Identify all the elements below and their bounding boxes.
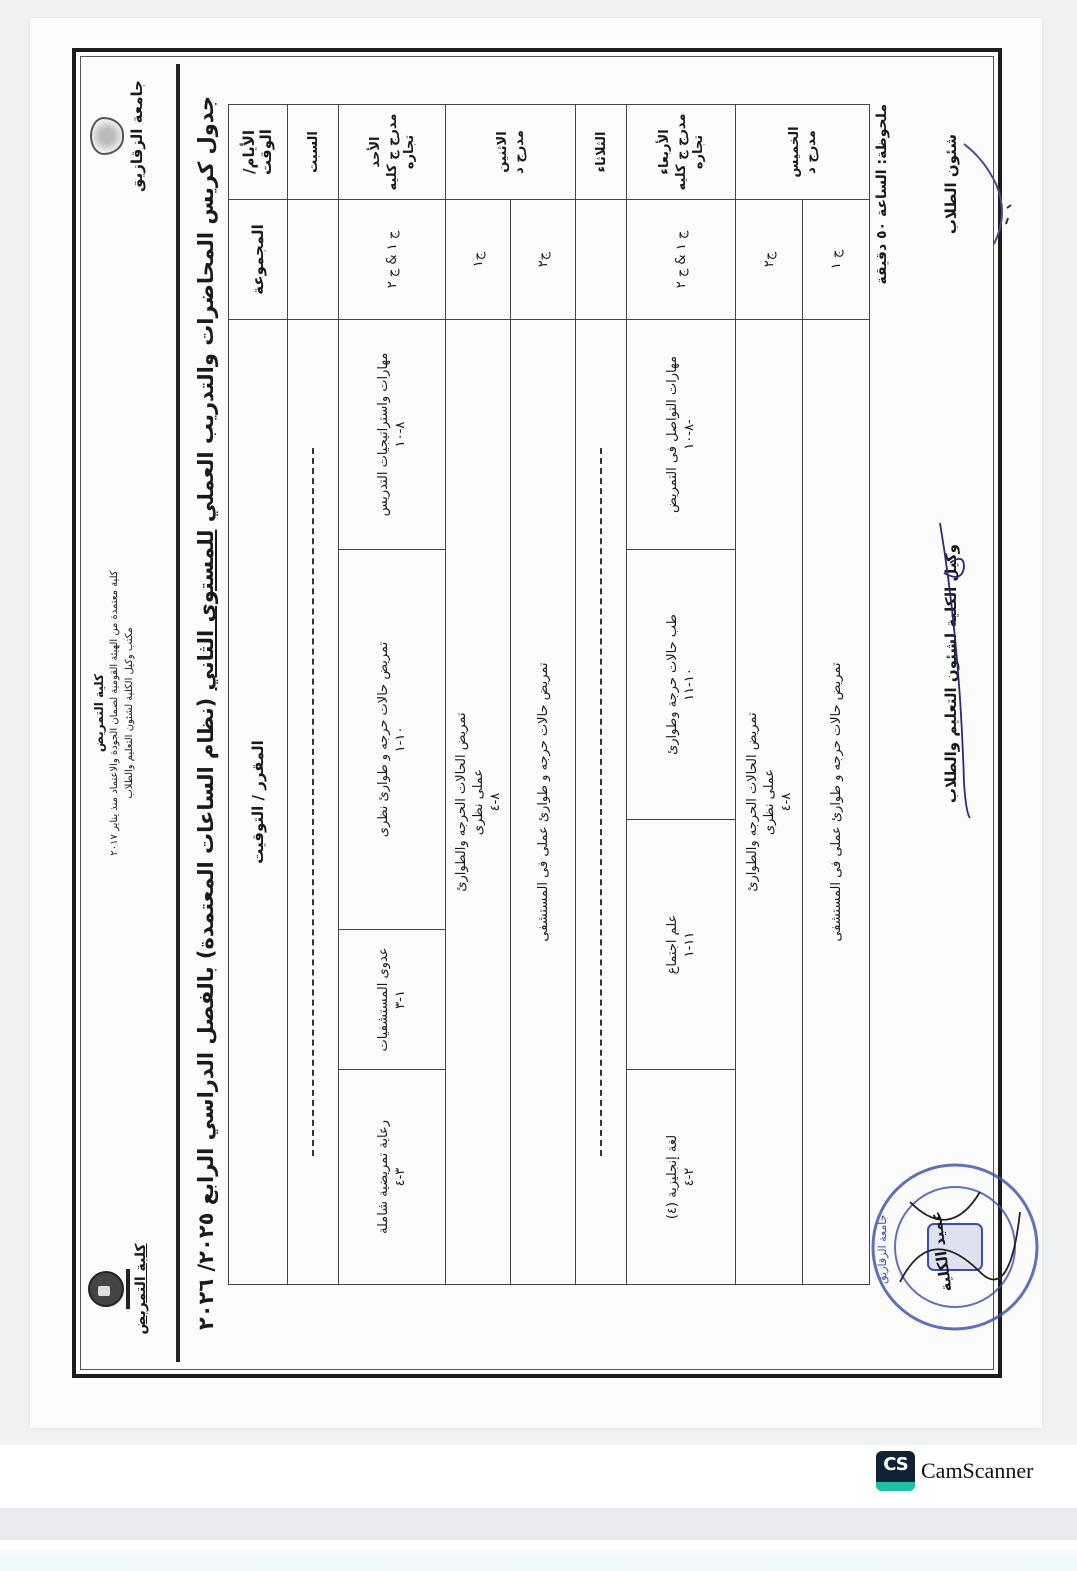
camscanner-watermark xyxy=(876,1451,1033,1491)
table-row-tuesday xyxy=(576,105,627,1285)
hall-name: مدرج ج كليه تجاره xyxy=(384,113,417,191)
group-cell xyxy=(576,200,627,320)
university-block xyxy=(90,76,146,196)
day-cell xyxy=(736,105,870,200)
hall-name: مدرج د xyxy=(511,130,527,174)
page-separator xyxy=(0,1508,1077,1540)
signature-label: وكيل الكلية لشئون التعليم والطلاب xyxy=(942,544,960,804)
day-name: الأحد xyxy=(367,136,383,168)
hall-name: مدرج ج كليه تجاره xyxy=(673,113,706,191)
schedule-document xyxy=(30,18,1042,1428)
camscanner-logo-icon: CS xyxy=(876,1451,915,1491)
day-name: الخميس xyxy=(786,126,802,178)
page-title xyxy=(194,64,218,1362)
empty-course-cell xyxy=(576,320,627,1285)
hall-name: مدرج د xyxy=(803,130,819,174)
table-row-thursday xyxy=(736,105,803,1285)
day-name: الاثنين xyxy=(494,131,510,173)
title-level: للمستوى الثاني xyxy=(194,529,218,691)
handwritten-signature-icon xyxy=(954,134,1014,254)
day-cell: الثلاثاء xyxy=(576,105,627,200)
course-name: رعاية تمريضية شاملة xyxy=(376,1120,391,1235)
course-time: ٢-٤ xyxy=(682,1167,697,1187)
faculty-block xyxy=(88,1234,149,1344)
accreditation-line: كلية معتمدة من الهيئة القومية لضمان الجودة والاعتماد منذ يناير ٢٠١٧ xyxy=(109,570,120,856)
table-row-thursday-g1 xyxy=(803,105,870,1285)
table-row-sunday xyxy=(339,105,446,1285)
group-cell xyxy=(288,200,339,320)
duration-note: ملحوظة: الساعة ٥٠ دقيقة xyxy=(874,104,890,285)
faculty-name: كلية التمريض xyxy=(92,673,106,753)
table-row-wednesday xyxy=(627,105,736,1285)
document-header xyxy=(86,64,180,1362)
empty-course-cell xyxy=(288,320,339,1285)
course-cell xyxy=(339,930,446,1070)
course-name: تمريض حالات حرجه و طوارئ نظرى xyxy=(376,641,391,838)
course-name: عدوى المستشفيات xyxy=(376,947,391,1052)
course-time: ٣-٤ xyxy=(393,1167,408,1187)
course-cell xyxy=(339,320,446,550)
header-group: المجموعة xyxy=(229,200,288,320)
course-time: ٨-١٠ xyxy=(393,421,408,448)
group-cell: ج ١ & ج ٢ xyxy=(627,200,736,320)
day-cell: السبت xyxy=(288,105,339,200)
day-cell xyxy=(339,105,446,200)
university-seal-icon xyxy=(90,117,124,155)
header-day: الأيام/ الوقت xyxy=(229,105,288,200)
vice-dean-signature xyxy=(942,544,960,803)
scanned-page xyxy=(30,18,1042,1428)
course-time: ٨-٤ xyxy=(778,792,794,812)
course-cell xyxy=(339,1070,446,1285)
group-cell: ج ١ xyxy=(803,200,870,320)
dashed-line xyxy=(312,448,314,1155)
title-part-1: جدول كريس المحاضرات والتدريب العملي xyxy=(194,95,218,530)
course-name: علم اجتماع xyxy=(665,914,680,975)
course-cell xyxy=(627,550,736,820)
course-time: ١٠-١١ xyxy=(682,668,697,701)
document-frame xyxy=(72,48,1002,1378)
group-cell: ج٢ xyxy=(736,200,803,320)
course-time: ١١-١ xyxy=(682,931,697,958)
course-cell xyxy=(446,320,511,1285)
table-row-monday-g2 xyxy=(511,105,576,1285)
header-course: المقرر / التوقيت xyxy=(229,320,288,1285)
course-name: تمريض الحالات الحرجه والطوارئ xyxy=(453,712,469,892)
course-time: ١-٣ xyxy=(393,990,408,1009)
table-row-monday xyxy=(446,105,511,1285)
office-line: مكتب وكيل الكلية لشئون التعليم والطلاب xyxy=(124,627,135,799)
dean-stamp xyxy=(860,1152,1050,1342)
course-cell: تمريض حالات حرجه و طوارئ عملى فى المستشفى xyxy=(803,320,870,1285)
group-cell: ج ١ & ج ٢ xyxy=(339,200,446,320)
title-part-2: (نظام الساعات المعتمدة) بالفصل الدراسي الرابع ٢٠٢٥/ ٢٠٢٦ xyxy=(194,690,218,1331)
course-name: تمريض الحالات الحرجه والطوارئ xyxy=(744,712,760,892)
course-cell xyxy=(627,320,736,550)
dashed-line xyxy=(600,448,602,1155)
next-page-edge xyxy=(0,1550,1077,1571)
course-type: عملى نظرى xyxy=(470,768,486,836)
group-cell: ج١ xyxy=(446,200,511,320)
faculty-logo-icon xyxy=(88,1271,124,1307)
day-name: الأربعاء xyxy=(656,129,672,175)
group-cell: ج٢ xyxy=(511,200,576,320)
course-cell xyxy=(736,320,803,1285)
course-time: ١٠-١ xyxy=(393,726,408,753)
course-name: مهارات واستراتيجيات التدريس xyxy=(376,352,391,517)
course-time: ٨-٤ xyxy=(487,792,503,812)
course-cell xyxy=(627,1070,736,1285)
dean-stamp-label: عميد الكلية xyxy=(926,1209,956,1293)
university-name: جامعة الزقازيق xyxy=(128,80,146,192)
logo-underline xyxy=(126,1269,130,1309)
course-name: لغة إنجليزية (٤) xyxy=(665,1134,680,1220)
course-type: عملى نظرى xyxy=(761,768,777,836)
course-cell xyxy=(627,820,736,1070)
table-header-row xyxy=(229,105,288,1285)
students-affairs-signature xyxy=(942,134,1014,254)
course-cell: تمريض حالات حرجه و طوارئ عملى فى المستشفى xyxy=(511,320,576,1285)
office-heading xyxy=(92,570,137,855)
table-row-saturday xyxy=(288,105,339,1285)
camscanner-text: CamScanner xyxy=(921,1458,1034,1483)
day-cell xyxy=(627,105,736,200)
course-time: -٨-١٠ xyxy=(682,419,697,450)
faculty-logo-label: كلية التمريض xyxy=(133,1243,149,1335)
course-name: طب حالات حرجة وطوارئ xyxy=(665,614,680,755)
course-cell xyxy=(339,550,446,930)
stamp-ring-text: جامعة الزقازيق xyxy=(876,1214,889,1284)
course-name: مهارات التواصل فى التمريض xyxy=(665,356,680,513)
signature-label: شئون الطلاب xyxy=(942,134,960,235)
day-cell xyxy=(446,105,576,200)
handwritten-signature-icon xyxy=(930,503,990,823)
schedule-table xyxy=(228,104,870,1285)
